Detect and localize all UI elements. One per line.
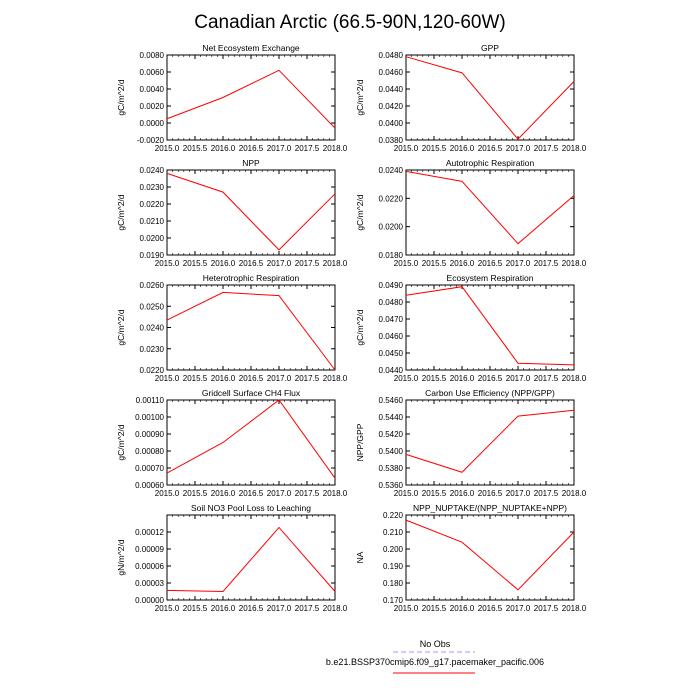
panel-3 — [116, 158, 348, 268]
y-tick-label: 0.0220 — [378, 194, 403, 204]
y-tick-label: 0.00080 — [135, 447, 164, 456]
panels-group — [116, 43, 587, 613]
x-tick-label: 2017.0 — [266, 144, 292, 153]
x-tick-label: 2015.0 — [154, 144, 180, 153]
x-tick-label: 2016.5 — [238, 374, 264, 383]
x-tick-label: 2018.0 — [322, 604, 348, 613]
x-tick-label: 2017.5 — [533, 144, 559, 153]
y-tick-label: 0.0400 — [378, 119, 403, 128]
y-tick-label: 0.00006 — [135, 562, 164, 571]
panel-title: Net Ecosystem Exchange — [202, 43, 300, 53]
panel-6 — [355, 273, 587, 383]
x-tick-label: 2016.0 — [210, 604, 236, 613]
panel-title: Ecosystem Respiration — [446, 273, 534, 283]
panel-title: GPP — [481, 43, 499, 53]
y-tick-label: 0.5460 — [378, 396, 403, 405]
y-tick-label: 0.0260 — [139, 281, 164, 290]
legend-obs-label: No Obs — [419, 639, 451, 649]
x-tick-label: 2016.5 — [477, 259, 503, 268]
x-tick-label: 2018.0 — [322, 144, 348, 153]
x-tick-label: 2016.0 — [210, 144, 236, 153]
x-tick-label: 2015.0 — [393, 259, 419, 268]
x-tick-label: 2018.0 — [561, 604, 587, 613]
y-tick-label: 0.00100 — [135, 413, 164, 422]
y-axis-label: gC/m^2/d — [116, 79, 126, 116]
y-tick-label: 0.0190 — [139, 251, 164, 260]
x-tick-label: 2015.0 — [154, 374, 180, 383]
y-tick-label: 0.0020 — [139, 102, 164, 111]
series-line — [406, 171, 574, 243]
y-tick-label: -0.0020 — [136, 136, 164, 145]
y-axis-label: gN/m^2/d — [116, 539, 126, 576]
series-line — [406, 410, 574, 472]
y-tick-label: 0.180 — [382, 579, 403, 588]
y-tick-label: 0.0450 — [378, 349, 403, 358]
x-tick-label: 2016.0 — [449, 374, 475, 383]
x-tick-label: 2016.0 — [210, 489, 236, 498]
y-tick-label: 0.0200 — [139, 234, 164, 243]
x-tick-label: 2018.0 — [322, 374, 348, 383]
x-tick-label: 2016.5 — [238, 604, 264, 613]
y-tick-label: 0.0230 — [139, 344, 164, 354]
y-tick-label: 0.190 — [382, 562, 403, 571]
y-axis-label: gC/m^2/d — [116, 194, 126, 231]
x-tick-label: 2016.5 — [477, 144, 503, 153]
y-tick-label: 0.170 — [382, 596, 403, 605]
y-tick-label: 0.00003 — [135, 579, 164, 588]
y-tick-label: 0.0380 — [378, 136, 403, 145]
x-tick-label: 2015.5 — [421, 374, 447, 383]
x-tick-label: 2016.5 — [238, 489, 264, 498]
panel-4 — [355, 158, 587, 268]
panel-5 — [116, 273, 348, 383]
y-tick-label: 0.5420 — [378, 430, 403, 439]
series-line — [406, 520, 574, 590]
y-tick-label: 0.00009 — [135, 545, 164, 554]
panel-title: Heterotrophic Respiration — [202, 273, 300, 283]
x-tick-label: 2016.0 — [449, 144, 475, 153]
x-tick-label: 2017.5 — [294, 489, 320, 498]
y-tick-label: 0.5380 — [378, 464, 403, 473]
x-tick-label: 2017.5 — [294, 604, 320, 613]
y-tick-label: 0.0250 — [139, 302, 164, 312]
y-tick-label: 0.0230 — [139, 183, 164, 192]
y-tick-label: 0.00000 — [135, 596, 164, 605]
series-line — [406, 57, 574, 139]
x-tick-label: 2018.0 — [322, 259, 348, 268]
panel-frame — [167, 170, 335, 255]
y-tick-label: 0.00070 — [135, 464, 164, 473]
x-tick-label: 2016.5 — [238, 259, 264, 268]
y-tick-label: 0.0000 — [139, 119, 164, 128]
y-tick-label: 0.0220 — [139, 200, 164, 209]
x-tick-label: 2017.0 — [505, 259, 531, 268]
y-tick-label: 0.210 — [382, 528, 403, 537]
y-tick-label: 0.00110 — [135, 396, 164, 405]
panel-7 — [116, 388, 348, 498]
x-tick-label: 2018.0 — [561, 259, 587, 268]
panel-9 — [116, 503, 348, 613]
x-tick-label: 2017.5 — [533, 374, 559, 383]
y-tick-label: 0.5360 — [378, 481, 403, 490]
y-tick-label: 0.0240 — [139, 166, 164, 175]
x-tick-label: 2018.0 — [561, 374, 587, 383]
y-tick-label: 0.0490 — [378, 281, 403, 290]
panel-title: Gridcell Surface CH4 Flux — [201, 388, 301, 398]
x-tick-label: 2016.0 — [449, 604, 475, 613]
x-tick-label: 2015.0 — [154, 259, 180, 268]
panel-frame — [167, 285, 335, 370]
x-tick-label: 2017.5 — [533, 259, 559, 268]
series-line — [167, 173, 335, 250]
y-tick-label: 0.0240 — [139, 323, 164, 333]
series-line — [167, 400, 335, 478]
x-tick-label: 2017.5 — [294, 144, 320, 153]
panel-frame — [167, 515, 335, 600]
x-tick-label: 2015.5 — [182, 604, 208, 613]
x-tick-label: 2017.0 — [266, 604, 292, 613]
panel-frame — [167, 55, 335, 140]
y-tick-label: 0.5400 — [378, 447, 403, 456]
y-tick-label: 0.0080 — [139, 51, 164, 60]
figure-title: Canadian Arctic (66.5-90N,120-60W) — [194, 12, 506, 33]
y-axis-label: NPP/GPP — [355, 423, 365, 462]
panel-frame — [406, 55, 574, 140]
y-axis-label: gC/m^2/d — [355, 79, 365, 116]
x-tick-label: 2016.0 — [449, 259, 475, 268]
panel-title: Carbon Use Efficiency (NPP/GPP) — [425, 388, 555, 398]
x-tick-label: 2017.0 — [266, 259, 292, 268]
y-tick-label: 0.0440 — [378, 366, 403, 375]
legend — [326, 639, 544, 673]
panel-title: NPP_NUPTAKE/(NPP_NUPTAKE+NPP) — [413, 503, 567, 513]
x-tick-label: 2017.0 — [505, 144, 531, 153]
x-tick-label: 2015.5 — [182, 374, 208, 383]
y-axis-label: NA — [355, 551, 365, 564]
x-tick-label: 2015.0 — [393, 604, 419, 613]
y-tick-label: 0.00012 — [135, 528, 164, 537]
x-tick-label: 2017.0 — [266, 374, 292, 383]
panel-10 — [355, 503, 587, 613]
x-tick-label: 2018.0 — [322, 489, 348, 498]
x-tick-label: 2017.0 — [505, 604, 531, 613]
x-tick-label: 2015.5 — [421, 144, 447, 153]
x-tick-label: 2016.5 — [238, 144, 264, 153]
x-tick-label: 2015.5 — [182, 144, 208, 153]
y-tick-label: 0.0220 — [139, 366, 164, 375]
y-tick-label: 0.0180 — [378, 251, 403, 260]
y-axis-label: gC/m^2/d — [116, 424, 126, 461]
panel-8 — [355, 388, 587, 498]
y-tick-label: 0.0480 — [378, 298, 403, 307]
x-tick-label: 2017.5 — [294, 374, 320, 383]
x-tick-label: 2015.0 — [393, 489, 419, 498]
x-tick-label: 2015.0 — [154, 604, 180, 613]
x-tick-label: 2015.5 — [421, 604, 447, 613]
y-axis-label: gC/m^2/d — [116, 309, 126, 346]
panel-title: Autotrophic Respiration — [445, 158, 535, 168]
panel-2 — [355, 43, 587, 153]
x-tick-label: 2016.0 — [210, 374, 236, 383]
x-tick-label: 2016.0 — [210, 259, 236, 268]
y-tick-label: 0.200 — [382, 545, 403, 554]
y-tick-label: 0.0200 — [378, 222, 403, 232]
y-tick-label: 0.5440 — [378, 413, 403, 422]
series-line — [167, 527, 335, 591]
y-tick-label: 0.0240 — [378, 166, 403, 175]
x-tick-label: 2017.5 — [533, 489, 559, 498]
y-tick-label: 0.0060 — [139, 68, 164, 77]
y-axis-label: gC/m^2/d — [355, 194, 365, 231]
x-tick-label: 2017.0 — [505, 489, 531, 498]
y-tick-label: 0.0420 — [378, 102, 403, 111]
y-tick-label: 0.0040 — [139, 85, 164, 94]
panel-title: NPP — [242, 158, 260, 168]
x-tick-label: 2015.0 — [393, 374, 419, 383]
panel-frame — [406, 285, 574, 370]
x-tick-label: 2015.5 — [421, 259, 447, 268]
x-tick-label: 2017.5 — [533, 604, 559, 613]
y-tick-label: 0.0480 — [378, 51, 403, 60]
y-tick-label: 0.0470 — [378, 315, 403, 324]
series-line — [406, 287, 574, 365]
series-line — [167, 70, 335, 128]
x-tick-label: 2016.5 — [477, 374, 503, 383]
x-tick-label: 2016.5 — [477, 489, 503, 498]
x-tick-label: 2018.0 — [561, 144, 587, 153]
x-tick-label: 2017.0 — [266, 489, 292, 498]
y-tick-label: 0.220 — [382, 511, 403, 520]
panel-title: Soil NO3 Pool Loss to Leaching — [190, 503, 312, 513]
x-tick-label: 2016.0 — [449, 489, 475, 498]
x-tick-label: 2016.5 — [477, 604, 503, 613]
x-tick-label: 2017.5 — [294, 259, 320, 268]
x-tick-label: 2015.5 — [421, 489, 447, 498]
panel-1 — [116, 43, 348, 153]
y-tick-label: 0.0460 — [378, 68, 403, 77]
y-tick-label: 0.00060 — [135, 481, 164, 490]
y-tick-label: 0.0210 — [139, 217, 164, 226]
x-tick-label: 2015.0 — [393, 144, 419, 153]
series-line — [167, 292, 335, 370]
x-tick-label: 2015.5 — [182, 259, 208, 268]
y-tick-label: 0.0440 — [378, 85, 403, 94]
x-tick-label: 2017.0 — [505, 374, 531, 383]
y-axis-label: gC/m^2/d — [355, 309, 365, 346]
x-tick-label: 2015.5 — [182, 489, 208, 498]
y-tick-label: 0.0460 — [378, 332, 403, 341]
y-tick-label: 0.00090 — [135, 430, 164, 439]
legend-model-label: b.e21.BSSP370cmip6.f09_g17.pacemaker_pacific.006 — [325, 657, 545, 667]
x-tick-label: 2015.0 — [154, 489, 180, 498]
x-tick-label: 2018.0 — [561, 489, 587, 498]
